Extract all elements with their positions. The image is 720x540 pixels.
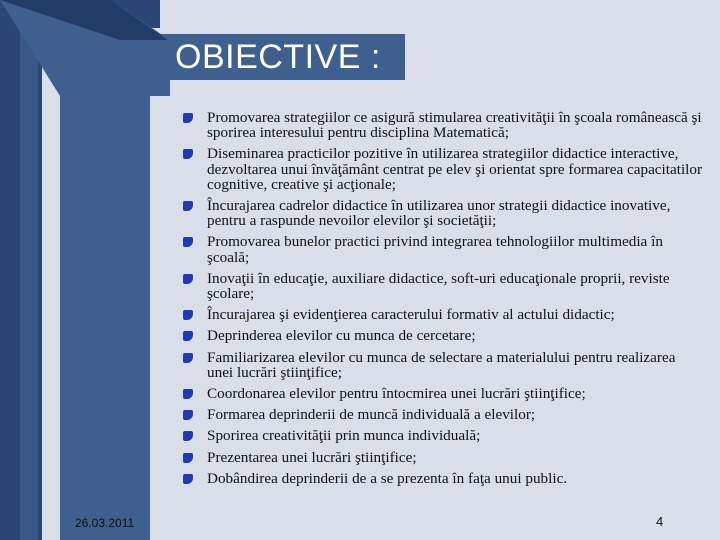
list-item <box>183 328 703 343</box>
footer-date: 26.03.2011 <box>75 516 135 530</box>
list-item-text: Formarea deprinderii de muncă individuală a elevilor; <box>207 406 536 424</box>
list-item <box>183 271 703 301</box>
list-item-text: Deprinderea elevilor cu munca de cercetare; <box>207 327 476 345</box>
list-item-text: Încurajarea cadrelor didactice în utilizarea unor strategii didactice inovative, pentru a raspunde nevoilor elevilor şi societăţii; <box>207 197 671 230</box>
list-item <box>183 307 703 322</box>
list-item <box>183 234 703 264</box>
bullet-icon <box>183 453 193 463</box>
list-item <box>183 146 703 192</box>
list-item-text: Promovarea strategiilor ce asigură stimularea creativităţii în şcoala românească şi sporirea interesului pentru disciplina Matematică; <box>207 109 702 142</box>
list-item <box>183 428 703 443</box>
list-item-text: Coordonarea elevilor pentru întocmirea unei lucrări ştiinţifice; <box>207 385 586 403</box>
list-item-text: Prezentarea unei lucrări ştiinţifice; <box>207 448 417 466</box>
list-item <box>183 407 703 422</box>
bullet-icon <box>183 149 193 159</box>
slide-title: OBIECTIVE : <box>175 38 381 76</box>
list-item <box>183 198 703 228</box>
list-item <box>183 471 703 486</box>
list-item-text: Familiarizarea elevilor cu munca de selectare a materialului pentru realizarea unei lucrări ştiinţifice; <box>207 348 676 381</box>
bullet-icon <box>183 353 193 363</box>
bullet-icon <box>183 431 193 441</box>
page-number: 4 <box>656 514 664 529</box>
list-item-text: Promovarea bunelor practici privind integrarea tehnologiilor multimedia în şcoală; <box>207 233 663 266</box>
bullet-icon <box>183 237 193 247</box>
bullet-icon <box>183 410 193 420</box>
list-item-text: Inovaţii în educaţie, auxiliare didactice, soft-uri educaţionale proprii, reviste şcolare; <box>207 269 670 303</box>
list-item-text: Încurajarea şi evidenţierea caracterului formativ al actului didactic; <box>207 306 615 324</box>
bullet-icon <box>183 310 193 320</box>
bullet-icon <box>183 274 193 284</box>
bullet-icon <box>183 474 193 484</box>
list-item <box>183 386 703 401</box>
list-item-text: Dobândirea deprinderii de a se prezenta în faţa unui public. <box>207 469 568 487</box>
bullet-icon <box>183 389 193 399</box>
bullet-icon <box>183 113 193 123</box>
bullet-icon <box>183 331 193 341</box>
list-item <box>183 450 703 465</box>
list-item <box>183 110 703 140</box>
bullet-icon <box>183 201 193 211</box>
list-item-text: Diseminarea practicilor pozitive în utilizarea strategiilor didactice interactive, dezvoltarea unui învăţământ centrat pe elev şi orientat spre formarea capacitatilor cognitive, creative şi acţionale; <box>207 145 703 193</box>
objectives-list <box>183 110 703 492</box>
list-item-text: Sporirea creativităţii prin munca individuală; <box>207 427 481 445</box>
list-item <box>183 350 703 380</box>
